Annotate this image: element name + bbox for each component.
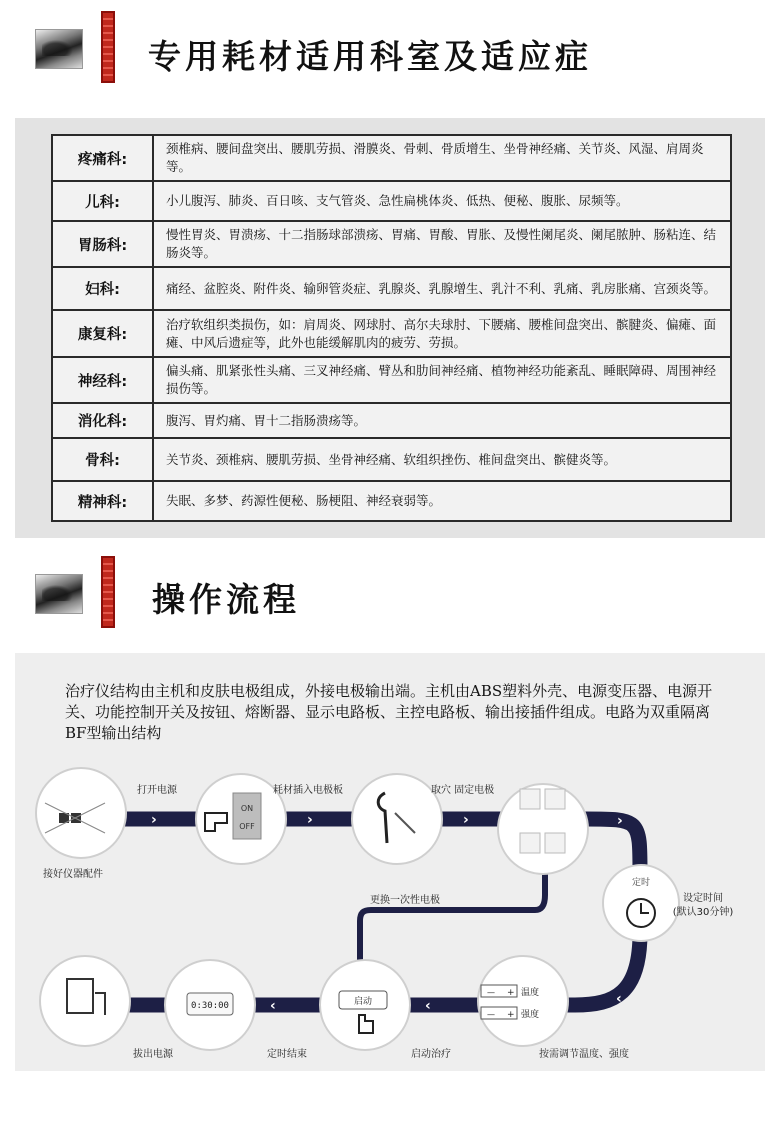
department-name: 消化科: [52,403,153,438]
table-row [52,481,731,521]
label-set-time: 设定时间 [683,893,723,904]
department-indications: 颈椎病、腰间盘突出、腰肌劳损、滑膜炎、骨刺、骨质增生、坐骨神经痛、关节炎、风湿、肩周炎等。 [153,135,731,181]
table-row [52,438,731,481]
department-name: 妇科: [52,267,153,310]
svg-text:+: + [507,1010,515,1020]
operation-flow-diagram [15,753,765,1071]
step-timer-circle [603,865,679,941]
step-unplug-circle [40,956,130,1046]
red-seal-icon [101,11,115,83]
table-row [52,181,731,221]
department-indications: 关节炎、颈椎病、腰肌劳损、坐骨神经痛、软组织挫伤、椎间盘突出、髌健炎等。 [153,438,731,481]
table-row [52,310,731,357]
svg-text:›: › [617,813,623,829]
departments-panel [15,118,765,538]
svg-text:温度: 温度 [521,988,540,998]
svg-text:ON: ON [240,804,254,813]
department-name: 神经科: [52,357,153,403]
svg-text:定时: 定时 [631,878,651,888]
label-replace: 更换一次性电极 [370,895,440,906]
department-indications: 痛经、盆腔炎、附件炎、输卵管炎症、乳腺炎、乳腺增生、乳汁不利、乳痛、乳房胀痛、宫颈炎等。 [153,267,731,310]
department-name: 骨科: [52,438,153,481]
table-row [52,357,731,403]
department-indications: 小儿腹泻、肺炎、百日咳、支气管炎、急性扁桃体炎、低热、便秘、腹胀、尿频等。 [153,181,731,221]
step-start-circle [320,960,410,1050]
label-adjust: 按需调节温度、强度 [539,1049,629,1060]
svg-text:—: — [487,988,495,997]
svg-text:—: — [487,1010,495,1019]
department-indications: 腹泻、胃灼痛、胃十二指肠溃疡等。 [153,403,731,438]
svg-text:强度: 强度 [521,1010,540,1020]
svg-text:OFF: OFF [239,822,255,831]
department-indications: 失眠、多梦、药源性便秘、肠梗阻、神经衰弱等。 [153,481,731,521]
svg-text:‹: ‹ [270,998,276,1014]
svg-text:‹: ‹ [425,998,431,1014]
svg-text:‹: ‹ [616,991,622,1007]
section2-title: 操作流程 [152,580,300,619]
label-unplug: 拔出电源 [133,1049,173,1060]
label-insert: 耗材插入电极板 [273,785,343,796]
operation-panel [15,653,765,1071]
svg-text:0:30:00: 0:30:00 [191,1001,229,1011]
label-end: 定时结束 [267,1049,307,1060]
department-name: 康复科: [52,310,153,357]
table-row [52,135,731,181]
svg-text:+: + [507,988,515,998]
label-connect: 接好仪器配件 [43,869,103,880]
label-start: 启动治疗 [411,1049,451,1060]
step-fix-circle [498,784,588,874]
step-end-circle [165,960,255,1050]
department-name: 胃肠科: [52,221,153,267]
department-name: 儿科: [52,181,153,221]
svg-text:›: › [307,812,313,828]
step-insert-circle [352,774,442,864]
label-fix: 取穴 固定电极 [431,785,495,796]
section2-header [0,548,780,638]
table-row [52,221,731,267]
step-adjust-circle [478,956,568,1046]
department-name: 精神科: [52,481,153,521]
landscape-painting-icon [35,574,83,614]
step-connect-circle [36,768,126,880]
label-default-time: (默认30分钟) [672,907,734,918]
table-row [52,403,731,438]
svg-text:›: › [151,812,157,828]
section1-header [0,5,780,95]
department-indications: 慢性胃炎、胃溃疡、十二指肠球部溃疡、胃痛、胃酸、胃胀、及慢性阑尾炎、阑尾脓肿、肠粘连、结肠炎等。 [153,221,731,267]
svg-text:启动: 启动 [353,997,373,1007]
section1-title: 专用耗材适用科室及适应症 [148,37,592,76]
red-seal-icon [101,556,115,628]
departments-table [51,134,732,522]
label-power-on: 打开电源 [137,785,177,796]
table-row [52,267,731,310]
department-name: 疼痛科: [52,135,153,181]
department-indications: 偏头痛、肌紧张性头痛、三叉神经痛、臂丛和肋间神经痛、植物神经功能紊乱、睡眠障碍、周围神经损伤等。 [153,357,731,403]
intro-paragraph: 治疗仪结构由主机和皮肤电极组成，外接电极输出端。主机由ABS塑料外壳、电源变压器、电源开关、功能控制开关及按钮、熔断器、显示电路板、主控电路板、输出接插件组成。电路为双重隔离BF型输出结构 [65,682,713,742]
landscape-painting-icon [35,29,83,69]
svg-text:›: › [463,812,469,828]
department-indications: 治疗软组织类损伤，如：肩周炎、网球肘、高尔夫球肘、下腰痛、腰椎间盘突出、髌腱炎、偏瘫、面瘫、中风后遗症等，此外也能缓解肌肉的疲劳、劳损。 [153,310,731,357]
